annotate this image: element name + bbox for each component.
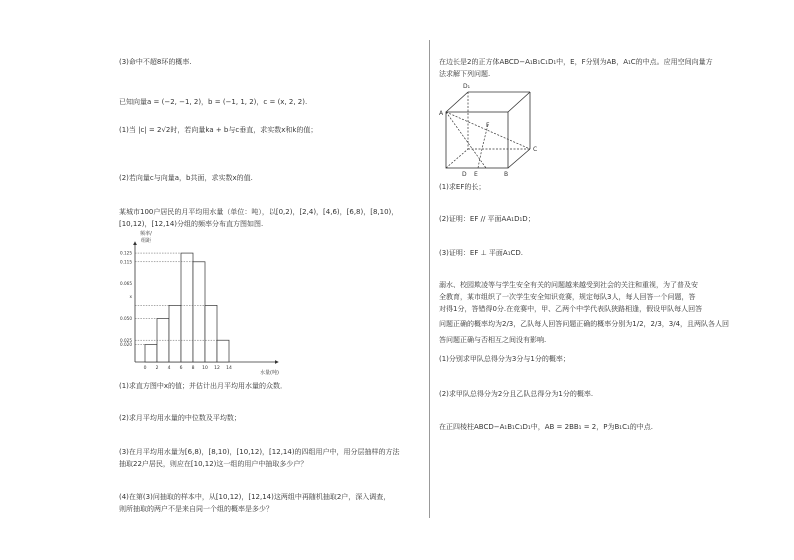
team-intro-line1: 溺水、校园欺凌等与学生安全有关的问题越来越受到社会的关注和重视，为了普及安 [439, 281, 698, 289]
label-f: F [486, 122, 490, 129]
water-part3-line1: (3)在月平均用水量为[6,8)，[8,10)，[10,12)，[12,14)的四组用户中，用分层抽样的方法 [119, 448, 400, 456]
x-tick-label: 6 [179, 366, 183, 371]
water-part1: (1)求直方图中x的值；并估计出月平均用水量的众数． [119, 382, 288, 390]
x-tick-label: 10 [202, 366, 208, 371]
team-intro-line2: 全教育，某市组织了一次学生安全知识竞赛，规定每队3人，每人回答一个问题，答 [439, 293, 696, 301]
label-c: C [533, 146, 538, 153]
water-intro-line2: [10,12)，[12,14)分组的频率分布直方图如图. [119, 220, 264, 228]
x-tick-label: 0 [143, 366, 147, 371]
cube-part1: (1)求EF的长； [439, 183, 486, 191]
water-part2: (2)求月平均用水量的中位数及平均数； [119, 414, 241, 422]
water-part4-line1: (4)在第(3)问抽取的样本中，从[10,12)，[12,14)这两组中再随机抽取2户，深入调查， [119, 493, 391, 501]
cube-diagram [438, 77, 548, 177]
team-part1: (1)分别求甲队总得分为3分与1分的概率； [439, 355, 570, 363]
y-tick-label: 0.125 [120, 250, 132, 256]
y-axis-label [140, 230, 152, 244]
y-axis-label-line2: 组距 [140, 238, 152, 244]
vector-intro: 已知向量a = (−2, −1, 2)，b = (−1, 1, 2)，c = (x, 2, 2). [119, 98, 308, 106]
prism-intro: 在正四棱柱ABCD−A₁B₁C₁D₁中，AB = 2BB₁ = 2，P为B₁C₁的中点. [439, 423, 653, 431]
y-tick-label: 0.020 [120, 342, 132, 348]
histogram-bar [145, 345, 157, 362]
histogram-bar [217, 340, 229, 362]
x-tick-label: 14 [226, 366, 232, 371]
y-tick-label: 0.025 [120, 337, 132, 343]
q3-part3: (3)命中不超8环的概率. [119, 58, 192, 66]
cube-part2: (2)证明：EF // 平面AA₁D₁D； [439, 215, 535, 223]
cube-intro-line2: 法求解下列问题. [439, 70, 491, 78]
water-part4-line2: 则所抽取的两户不是来自同一个组的概率是多少？ [119, 505, 273, 513]
vector-part1: (1)当 |c| = 2√2时，若向量ka + b与c垂直，求实数x和k的值； [119, 126, 318, 134]
team-part2: (2)求甲队总得分为2分且乙队总得分为1分的概率. [439, 390, 594, 398]
water-part3-line2: 抽取22户居民，则应在[10,12)这一组的用户中抽取多少户？ [119, 460, 308, 468]
x-tick-label: 8 [191, 366, 195, 371]
team-intro-line4: 问题正确的概率均为2/3，乙队每人回答问题正确的概率分别为1/2，2/3，3/4，且两队各人回 [439, 320, 730, 328]
vector-part2: (2)若向量c与向量a，b共面，求实数x的值. [119, 174, 253, 182]
histogram-bar [181, 253, 193, 362]
label-d1: D₁ [463, 83, 471, 90]
x-tick-label: 12 [214, 366, 220, 371]
label-d: D [462, 171, 467, 177]
label-b: B [504, 171, 509, 177]
histogram-bar [169, 305, 181, 362]
y-tick-label: 0.065 [120, 281, 132, 287]
x-tick-label: 4 [167, 366, 171, 371]
label-a: A [439, 110, 444, 117]
x-tick-label: 2 [155, 366, 159, 371]
y-tick-label: 0.050 [120, 316, 132, 322]
cube-intro-line1: 在边长是2的正方体ABCD−A₁B₁C₁D₁中，E，F分别为AB，A₁C的中点。应用空间向量方 [439, 58, 713, 66]
water-intro-line1: 某城市100户居民的月平均用水量（单位：吨），以[0,2)，[2,4)，[4,6)，[6,8)，[8,10)， [119, 208, 399, 216]
y-axis-label-line1: 频率/ [140, 231, 152, 237]
x-axis-label: 水量(吨) [260, 370, 279, 376]
frequency-histogram [110, 228, 300, 380]
team-intro-line3: 对得1分，答错得0分.在竞赛中，甲、乙两个中学代表队狭路相逢，假设甲队每人回答 [439, 305, 703, 313]
cube-part3: (3)证明：EF ⊥ 平面A₁CD. [439, 249, 524, 257]
y-tick-label: 0.115 [120, 259, 132, 265]
column-divider [429, 40, 430, 518]
label-e: E [474, 171, 478, 177]
histogram-bar [193, 262, 205, 362]
histogram-bar [205, 305, 217, 362]
y-tick-label: x [129, 294, 132, 300]
team-intro-line5: 答问题正确与否相互之间没有影响. [439, 336, 547, 344]
